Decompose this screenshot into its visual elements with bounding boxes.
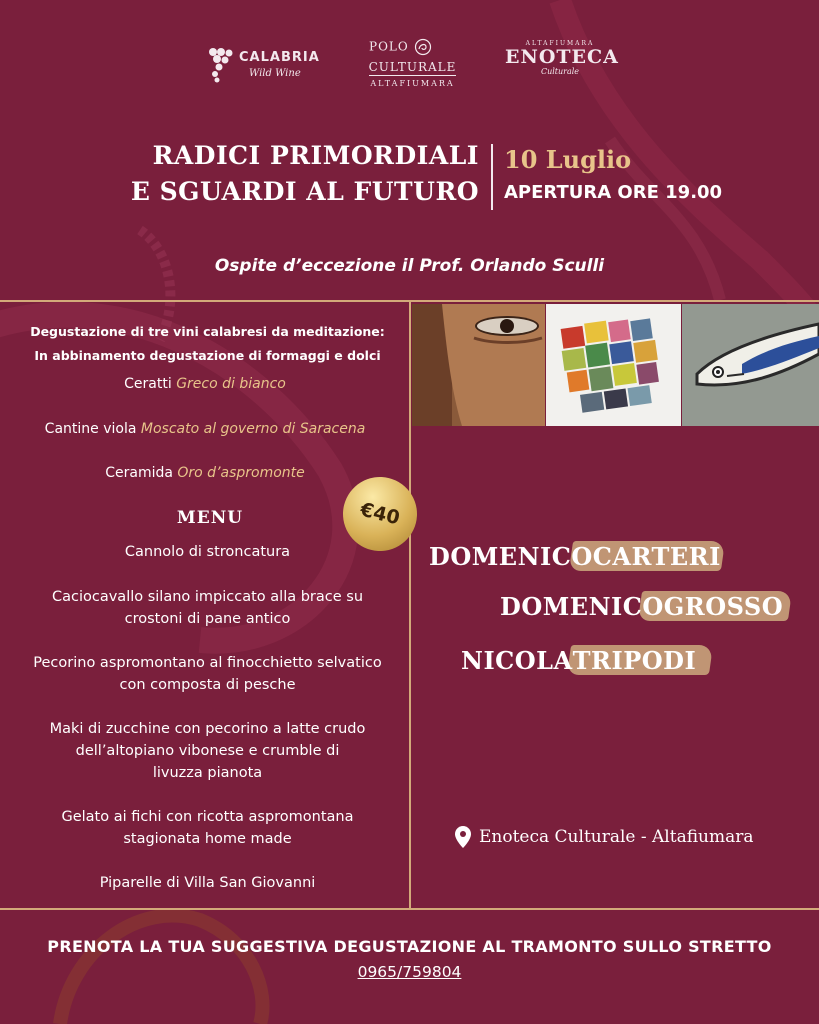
- enoteca-logo-top: ALTAFIUMARA: [525, 40, 595, 47]
- event-title-line2: E SGUARDI AL FUTURO: [130, 177, 479, 206]
- event-location: [455, 826, 754, 848]
- menu-dish: [10, 541, 405, 563]
- artist-name: [500, 589, 783, 623]
- wine-item: [10, 376, 400, 392]
- artwork-face-photo: [412, 304, 545, 426]
- calabria-logo-sub: Wild Wine: [249, 68, 301, 79]
- calabria-wild-wine-logo: [205, 42, 325, 88]
- polo-logo-line1: POLO: [365, 38, 460, 56]
- dish-line: Caciocavallo silano impiccato alla brace su: [51, 589, 364, 605]
- artwork-mosaic-photo: [546, 304, 681, 426]
- dish-line: Pecorino aspromontano al finocchietto selvatico: [33, 655, 382, 671]
- booking-call-to-action: PRENOTA LA TUA SUGGESTIVA DEGUSTAZIONE AL TRAMONTO SULLO STRETTO: [47, 937, 772, 956]
- menu-dish: [10, 652, 405, 696]
- artist-first-name: DOMENICO: [429, 541, 593, 571]
- location-pin-icon: [455, 826, 471, 848]
- enoteca-logo: [505, 40, 619, 76]
- artist-last-name: TRIPODI: [572, 645, 697, 675]
- artist-first-name: NICOLA: [461, 645, 573, 675]
- location-text: Enoteca Culturale - Altafiumara: [479, 827, 754, 847]
- wine-name: Moscato al governo di Saracena: [140, 421, 366, 437]
- polo-logo-line3: ALTAFIUMARA: [370, 79, 455, 88]
- guest-announcement: Ospite d’eccezione il Prof. Orlando Sculli: [214, 256, 605, 276]
- tasting-heading: [20, 320, 395, 368]
- artist-last-name: GROSSO: [663, 591, 784, 621]
- artist-name: [429, 539, 721, 573]
- dish-line: Gelato ai fichi con ricotta aspromontana: [61, 809, 354, 825]
- calabria-logo-name: CALABRIA: [239, 50, 320, 65]
- price-badge: €40: [335, 469, 425, 559]
- bottom-divider: [0, 908, 819, 910]
- dish-line: Cannolo di stroncatura: [124, 544, 291, 560]
- dish-line: Piparelle di Villa San Giovanni: [99, 875, 316, 891]
- wine-producer: Ceratti: [124, 376, 172, 392]
- artist-last-name: CARTERI: [592, 541, 721, 571]
- column-divider: [409, 300, 411, 910]
- menu-dish: [10, 586, 405, 630]
- menu-dish: [10, 718, 405, 784]
- artist-name: [461, 643, 696, 677]
- enoteca-logo-sub: Culturale: [540, 67, 580, 76]
- booking-phone-link[interactable]: 0965/759804: [357, 963, 462, 981]
- event-date: 10 Luglio: [504, 145, 632, 174]
- enoteca-logo-name: ENOTECA: [505, 46, 619, 68]
- event-title-line1: RADICI PRIMORDIALI: [152, 141, 479, 170]
- spiral-icon: [414, 38, 432, 56]
- dish-line: dell’altopiano vibonese e crumble di: [75, 743, 340, 759]
- wine-item: [10, 421, 400, 437]
- menu-dish: [10, 872, 405, 894]
- artwork-fish-photo: [682, 304, 819, 426]
- menu-title: MENU: [176, 508, 244, 528]
- tasting-heading-line2: In abbinamento degustazione di formaggi e dolci: [34, 348, 381, 363]
- dish-line: livuzza pianota: [152, 765, 263, 781]
- event-opening-time: APERTURA ORE 19.00: [504, 182, 723, 203]
- title-divider: [491, 144, 493, 210]
- wine-name: Greco di bianco: [176, 376, 286, 392]
- artist-first-name: DOMENICO: [500, 591, 664, 621]
- wine-producer: Ceramida: [105, 465, 173, 481]
- wine-producer: Cantine viola: [44, 421, 137, 437]
- tasting-heading-line1: Degustazione di tre vini calabresi da meditazione:: [30, 324, 385, 339]
- dish-line: stagionata home made: [123, 831, 292, 847]
- wine-item: [10, 465, 400, 481]
- dish-line: crostoni di pane antico: [124, 611, 291, 627]
- dish-line: Maki di zucchine con pecorino a latte crudo: [49, 721, 366, 737]
- grape-icon: [205, 44, 235, 84]
- polo-culturale-logo: [365, 38, 460, 88]
- wine-name: Oro d’aspromonte: [177, 465, 305, 481]
- dish-line: con composta di pesche: [119, 677, 296, 693]
- event-title: [131, 138, 479, 210]
- menu-dish: [10, 806, 405, 850]
- polo-logo-line2: CULTURALE: [368, 60, 457, 74]
